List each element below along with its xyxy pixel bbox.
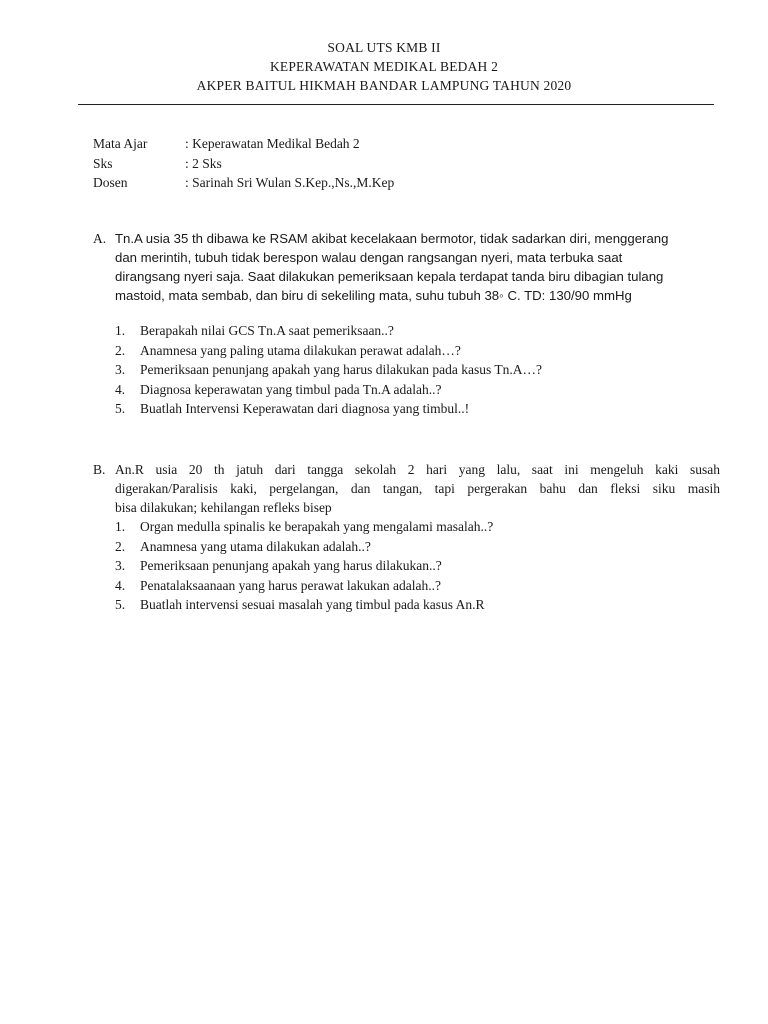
question-text: Penatalaksaanaan yang harus perawat lakukan adalah..? — [140, 577, 441, 593]
question-number: 3. — [115, 558, 126, 573]
question-list-a — [115, 321, 720, 419]
question-text: Buatlah Intervensi Keperawatan dari diagnosa yang timbul..! — [140, 401, 470, 416]
info-key: Mata Ajar — [93, 136, 148, 151]
question-list-b — [115, 517, 720, 615]
question-number: 4. — [115, 577, 126, 593]
section-letter: B. — [93, 462, 106, 477]
header-institution: AKPER BAITUL HIKMAH BANDAR LAMPUNG TAHUN 2020 — [196, 78, 572, 93]
case-line: dirangsang nyeri saja. Saat dilakukan pemeriksaan kepala terdapat tanda biru dibagian tulang — [115, 269, 664, 284]
section-a — [93, 229, 720, 419]
case-line: mastoid, mata sembab, dan biru di sekeliling mata, suhu tubuh 38◦ C. TD: 130/90 mmHg — [115, 288, 632, 303]
question-number: 3. — [115, 362, 126, 377]
question-number: 5. — [115, 401, 126, 416]
case-line: Tn.A usia 35 th dibawa ke RSAM akibat kecelakaan bermotor, tidak sadarkan diri, menggerang — [115, 231, 669, 246]
question-item — [115, 399, 720, 419]
question-number: 1. — [115, 323, 126, 338]
question-text: Organ medulla spinalis ke berapakah yang mengalami masalah..? — [140, 519, 494, 534]
question-text: Pemeriksaan penunjang apakah yang harus dilakukan pada kasus Tn.A…? — [140, 362, 543, 377]
info-key: Sks — [93, 155, 113, 171]
question-item — [115, 341, 720, 361]
info-value: : 2 Sks — [185, 155, 222, 171]
question-text: Anamnesa yang paling utama dilakukan perawat adalah…? — [140, 342, 461, 358]
question-text: Diagnosa keperawatan yang timbul pada Tn.A adalah..? — [140, 381, 442, 397]
info-row-mata-ajar — [93, 134, 593, 154]
case-description-a — [115, 229, 720, 305]
info-row-dosen — [93, 173, 593, 193]
question-item — [115, 380, 720, 400]
section-b — [93, 460, 720, 615]
question-number: 4. — [115, 381, 126, 397]
question-item — [115, 595, 720, 615]
question-text: Anamnesa yang utama dilakukan adalah..? — [140, 538, 371, 554]
question-number: 1. — [115, 519, 126, 534]
question-item — [115, 321, 720, 341]
case-line: bisa dilakukan; kehilangan refleks bisep — [115, 500, 332, 515]
header-title: SOAL UTS KMB II — [327, 40, 441, 55]
case-line: dan merintih, tubuh tidak berespon walau dengan rangsangan nyeri, mata terbuka saat — [115, 250, 623, 265]
question-text: Pemeriksaan penunjang apakah yang harus dilakukan..? — [140, 558, 442, 573]
document-header — [0, 38, 768, 95]
course-info — [93, 134, 593, 193]
case-line: An.R usia 20 th jatuh dari tangga sekolah 2 hari yang lalu, saat ini mengeluh kaki susah — [115, 462, 720, 477]
question-number: 2. — [115, 342, 126, 358]
question-text: Buatlah intervensi sesuai masalah yang timbul pada kasus An.R — [140, 597, 485, 612]
info-value: : Sarinah Sri Wulan S.Kep.,Ns.,M.Kep — [185, 175, 395, 190]
question-item — [115, 537, 720, 557]
question-item — [115, 576, 720, 596]
question-text: Berapakah nilai GCS Tn.A saat pemeriksaan..? — [140, 323, 394, 338]
header-divider — [78, 104, 714, 105]
question-item — [115, 556, 720, 576]
section-letter: A. — [93, 231, 107, 246]
info-value: : Keperawatan Medikal Bedah 2 — [185, 136, 360, 151]
info-row-sks — [93, 154, 593, 174]
question-number: 2. — [115, 538, 126, 554]
case-description-b — [115, 460, 720, 517]
question-item — [115, 517, 720, 537]
header-course: KEPERAWATAN MEDIKAL BEDAH 2 — [269, 59, 499, 74]
question-number: 5. — [115, 597, 126, 612]
case-line: digerakan/Paralisis kaki, pergelangan, dan tangan, tapi pergerakan bahu dan fleksi siku masih — [115, 481, 720, 496]
info-key: Dosen — [93, 175, 128, 190]
question-item — [115, 360, 720, 380]
